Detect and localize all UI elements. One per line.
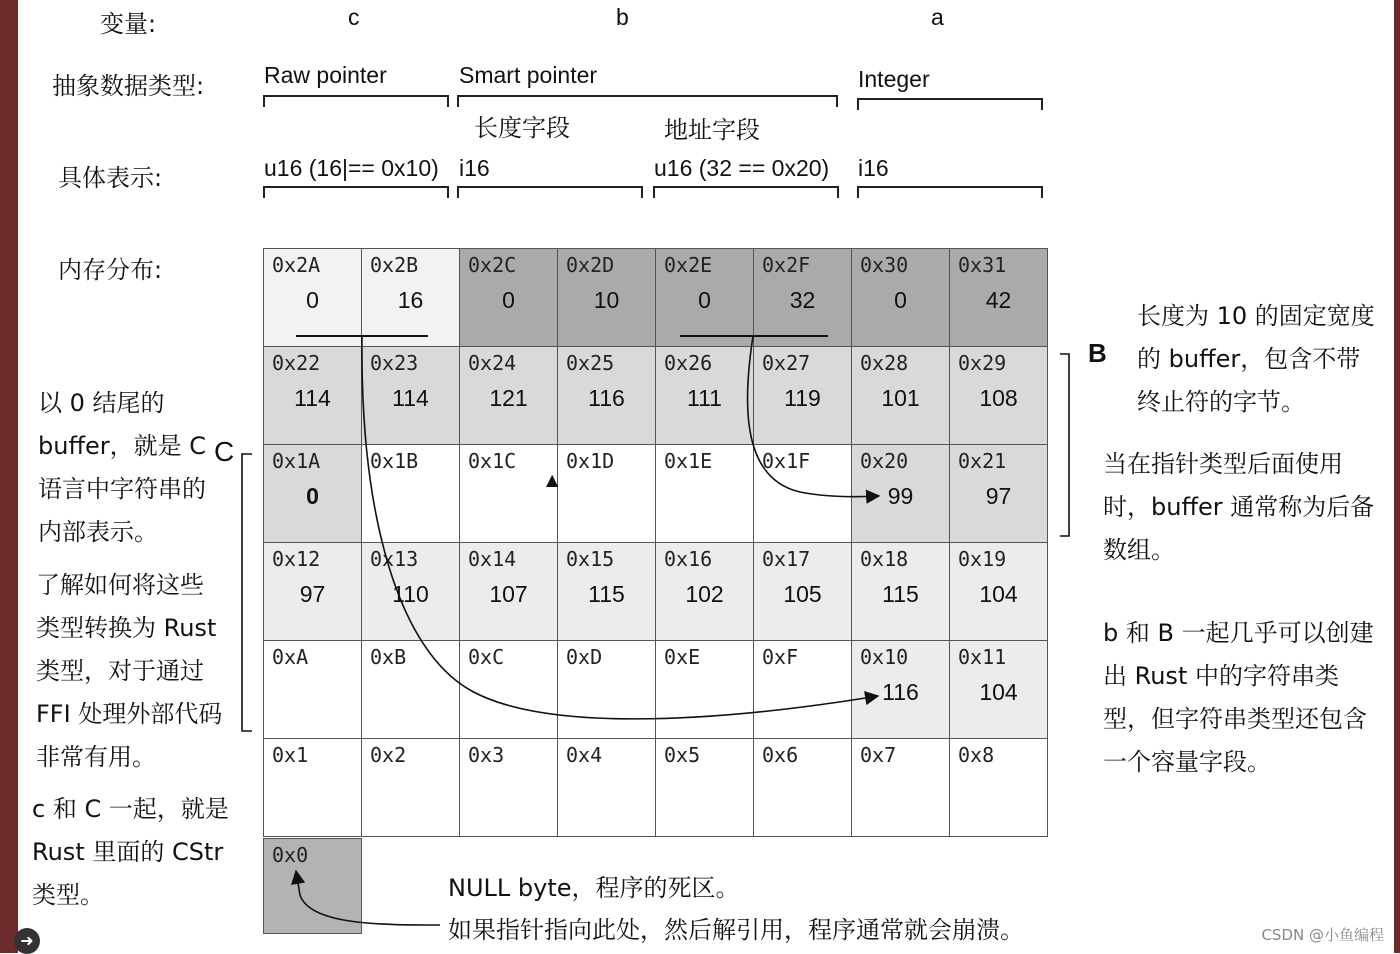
memory-cell-address: 0x7 <box>860 743 897 767</box>
memory-cell-value: 107 <box>489 581 528 607</box>
mouse-cursor-icon: ▲ <box>546 470 559 489</box>
c-note-line: 以 0 结尾的 <box>38 389 165 417</box>
memory-cell-address: 0x31 <box>958 253 1007 277</box>
memory-cell-address: 0x2C <box>468 253 517 277</box>
ffi-note-line: 类型，对于通过 <box>36 657 204 685</box>
b-note <box>1137 295 1375 424</box>
memory-cell-address: 0x16 <box>664 547 713 571</box>
b-note-line: 长度为 10 的固定宽度 <box>1137 302 1375 330</box>
memory-cell-address: 0x1C <box>468 449 517 473</box>
memory-cell-value: 0 <box>306 287 319 313</box>
null-pointer-arrow <box>296 871 440 925</box>
memory-cell-address: 0x27 <box>762 351 811 375</box>
memory-cell-value: 99 <box>887 483 914 509</box>
b-note-line: 终止符的字节。 <box>1137 388 1305 416</box>
memory-cell-address: 0x1A <box>272 449 321 473</box>
memory-cell-address: 0x12 <box>272 547 321 571</box>
pointer-b-arrow <box>748 336 879 497</box>
play-button-icon[interactable]: ➜ <box>14 928 40 954</box>
memory-cell-value: 102 <box>685 581 724 607</box>
memory-cell-address: 0xF <box>762 645 799 669</box>
c-note <box>38 382 206 554</box>
memory-cell-address: 0x4 <box>566 743 603 767</box>
cstr-note-line: 类型。 <box>32 881 104 909</box>
memory-cell-value: 105 <box>783 581 822 607</box>
concrete-a: i16 <box>858 155 889 181</box>
abstract-integer: Integer <box>858 66 930 92</box>
cstr-note <box>32 788 229 917</box>
memory-cell-address: 0x2B <box>370 253 419 277</box>
memory-cell-address: 0xA <box>272 645 309 669</box>
address-field-label: 地址字段 <box>664 116 760 144</box>
memory-cell-value: 97 <box>299 581 326 607</box>
ffi-note-line: 类型转换为 Rust <box>36 614 217 642</box>
memory-cell-address: 0x1 <box>272 743 309 767</box>
memory-cell-address: 0x14 <box>468 547 517 571</box>
null-note-line1: NULL byte，程序的死区。 <box>448 874 740 902</box>
pointer-c-arrow <box>362 336 878 719</box>
concrete-c: u16 (16|== 0x10) <box>264 155 439 181</box>
memory-cell-address: 0x28 <box>860 351 909 375</box>
memory-cell-value: 119 <box>784 385 821 411</box>
memory-cell-address: 0x23 <box>370 351 419 375</box>
c-note-line: 语言中字符串的 <box>38 475 206 503</box>
backing-note-line: 数组。 <box>1103 536 1175 564</box>
B-marker: B <box>1088 338 1107 368</box>
memory-cell-address: 0x2A <box>272 253 321 277</box>
string-note <box>1103 612 1374 784</box>
memory-cell-address: 0xD <box>566 645 603 669</box>
memory-cell-address: 0x2F <box>762 253 811 277</box>
c-note-line: buffer，就是 C <box>38 432 206 460</box>
backing-note-line: 当在指针类型后面使用 <box>1103 450 1343 478</box>
memory-cell-address: 0x2D <box>566 253 615 277</box>
memory-cell-address: 0xB <box>370 645 407 669</box>
memory-cell-address: 0x10 <box>860 645 909 669</box>
memory-cell-address: 0xC <box>468 645 505 669</box>
memory-cell-value: 0 <box>698 287 711 313</box>
memory-cell-address: 0x2 <box>370 743 407 767</box>
ffi-note-line: 了解如何将这些 <box>36 571 204 599</box>
watermark: CSDN @小鱼编程 <box>1261 926 1384 944</box>
memory-cell-value: 116 <box>882 679 919 705</box>
memory-cell-address: 0x21 <box>958 449 1007 473</box>
memory-cell-value: 104 <box>979 679 1018 705</box>
length-field-label: 长度字段 <box>474 114 570 142</box>
memory-cell-address: 0x30 <box>860 253 909 277</box>
memory-cell-value: 97 <box>985 483 1012 509</box>
memory-cell-address: 0x24 <box>468 351 517 375</box>
memory-cell-value: 104 <box>979 581 1018 607</box>
memory-cell-value: 0 <box>894 287 907 313</box>
memory-cell-address: 0x20 <box>860 449 909 473</box>
memory-cell-value: 116 <box>588 385 625 411</box>
variable-a: a <box>931 4 944 30</box>
ffi-note-line: FFI 处理外部代码 <box>36 700 223 728</box>
memory-cell-address: 0x2E <box>664 253 713 277</box>
memory-cell-value: 0 <box>306 483 319 509</box>
string-note-line: 型，但字符串类型还包含 <box>1103 705 1367 733</box>
memory-cell-value: 16 <box>397 287 424 313</box>
memory-cell-address: 0x1D <box>566 449 615 473</box>
B-bracket <box>1060 354 1069 536</box>
null-note-line2: 如果指针指向此处，然后解引用，程序通常就会崩溃。 <box>448 916 1024 944</box>
string-note-line: b 和 B 一起几乎可以创建 <box>1103 619 1374 647</box>
null-cell-address: 0x0 <box>272 843 309 867</box>
memory-cell-value: 101 <box>881 385 920 411</box>
b-note-line: 的 buffer，包含不带 <box>1137 345 1361 373</box>
memory-cell-address: 0x6 <box>762 743 799 767</box>
memory-cell-address: 0x25 <box>566 351 615 375</box>
memory-cell-value: 108 <box>979 385 1018 411</box>
C-bracket <box>242 454 252 731</box>
string-note-line: 一个容量字段。 <box>1103 748 1271 776</box>
variable-b: b <box>616 4 629 30</box>
memory-cell-value: 110 <box>392 581 429 607</box>
memory-cell-address: 0x5 <box>664 743 701 767</box>
variable-c: c <box>348 4 360 30</box>
memory-cell-address: 0x26 <box>664 351 713 375</box>
memory-cell-address: 0x15 <box>566 547 615 571</box>
cstr-note-line: Rust 里面的 CStr <box>32 838 224 866</box>
memory-cell-value: 115 <box>882 581 919 607</box>
ffi-note <box>36 564 222 779</box>
backing-note-line: 时，buffer 通常称为后备 <box>1103 493 1375 521</box>
memory-cell-address: 0xE <box>664 645 701 669</box>
string-note-line: 出 Rust 中的字符串类 <box>1103 662 1339 690</box>
ffi-note-line: 非常有用。 <box>36 743 156 771</box>
memory-cell-address: 0x19 <box>958 547 1007 571</box>
memory-cell-address: 0x22 <box>272 351 321 375</box>
abstract-smart-pointer: Smart pointer <box>459 62 598 88</box>
backing-array-note <box>1103 443 1374 572</box>
memory-cell-address: 0x11 <box>958 645 1007 669</box>
memory-cell-value: 115 <box>588 581 625 607</box>
memory-cell-address: 0x1B <box>370 449 419 473</box>
memory-cell-address: 0x1F <box>762 449 811 473</box>
abstract-raw-pointer: Raw pointer <box>264 62 387 88</box>
memory-cell-value: 10 <box>593 287 620 313</box>
memory-cell-address: 0x17 <box>762 547 811 571</box>
memory-cell-address: 0x1E <box>664 449 713 473</box>
label-variables: 变量: <box>100 10 157 38</box>
memory-cell-address: 0x18 <box>860 547 909 571</box>
memory-cell-value: 0 <box>502 287 515 313</box>
memory-cell-address: 0x13 <box>370 547 419 571</box>
memory-cell-value: 114 <box>392 385 429 411</box>
concrete-b-address: u16 (32 == 0x20) <box>654 155 830 181</box>
memory-cell-value: 121 <box>489 385 528 411</box>
memory-cell-address: 0x3 <box>468 743 505 767</box>
label-concrete: 具体表示: <box>58 164 163 192</box>
memory-cell-address: 0x8 <box>958 743 995 767</box>
cstr-note-line: c 和 C 一起，就是 <box>32 795 229 823</box>
concrete-b-length: i16 <box>459 155 490 181</box>
memory-cell-value: 111 <box>687 385 722 411</box>
memory-cell-value: 42 <box>985 287 1012 313</box>
c-note-line: 内部表示。 <box>38 518 158 546</box>
memory-cell-value: 114 <box>294 385 331 411</box>
memory-cell-address: 0x29 <box>958 351 1007 375</box>
label-memory: 内存分布: <box>58 256 163 284</box>
C-marker: C <box>214 436 235 467</box>
memory-cell-value: 32 <box>789 287 816 313</box>
label-abstract-types: 抽象数据类型: <box>52 72 205 100</box>
